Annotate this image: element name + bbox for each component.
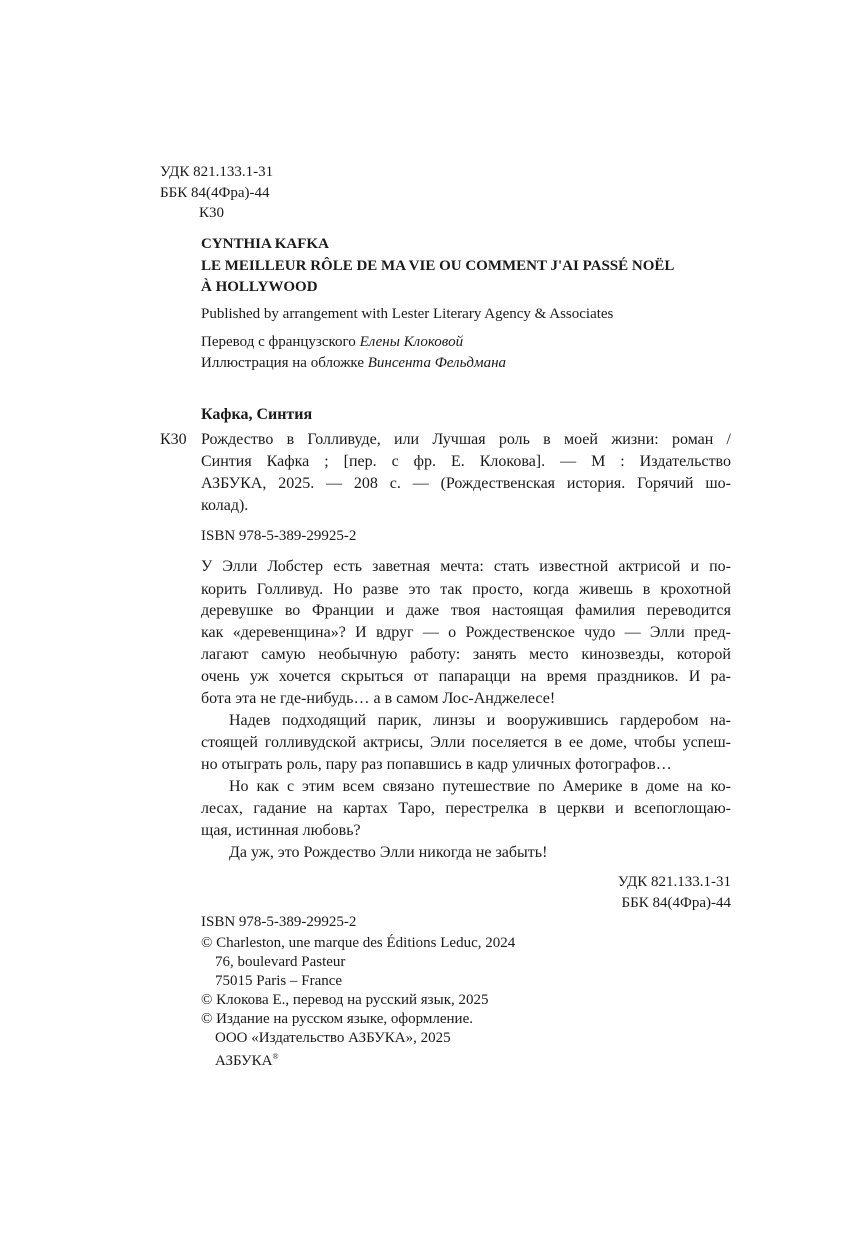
- bbk-code: ББК 84(4Фра)-44: [160, 185, 270, 201]
- illustration-label: Иллюстрация на обложке: [201, 355, 368, 371]
- copyright-line: [215, 1047, 279, 1071]
- copyright-line: © Charleston, une marque des Éditions Leduc, 2024: [201, 935, 516, 951]
- bottom-udk-code: УДК 821.133.1-31: [617, 874, 731, 890]
- annotation-line: У Элли Лобстер есть заветная мечта: стать известной актрисой и по-: [201, 558, 731, 575]
- bottom-bbk-code: ББК 84(4Фра)-44: [621, 895, 731, 911]
- translation-label: Перевод с французского: [201, 334, 360, 350]
- annotation-line: очень уж хочется скрыться от папарацци на время праздников. И ра-: [201, 668, 731, 685]
- annotation-line: Да уж, это Рождество Элли никогда не забыть!: [229, 844, 548, 861]
- catalog-line: АЗБУКА, 2025. — 208 с. — (Рождественская история. Горячий шо-: [201, 475, 731, 492]
- catalog-line: Синтия Кафка ; [пер. с фр. Е. Клокова]. — М : Издательство: [201, 453, 731, 470]
- translator-name: Елены Клоковой: [359, 334, 464, 350]
- catalog-heading: Кафка, Синтия: [201, 406, 313, 423]
- publisher-mark: АЗБУКА: [215, 1053, 273, 1069]
- annotation-line: корить Голливуд. Но разве это так просто, когда живешь в крохотной: [201, 581, 731, 598]
- annotation-line: Но как с этим всем связано путешествие по Америке в доме на ко-: [229, 778, 731, 795]
- illustrator-name: Винсента Фельдмана: [367, 355, 507, 371]
- catalog-line: Рождество в Голливуде, или Лучшая роль в моей жизни: роман /: [201, 431, 731, 448]
- copyright-line: 76, boulevard Pasteur: [215, 954, 346, 970]
- copyright-line: 75015 Paris – France: [215, 973, 343, 989]
- author-sign: К30: [199, 205, 225, 221]
- annotation-line: стоящей голливудской актрисы, Элли поселяется в ее доме, чтобы успеш-: [201, 734, 731, 751]
- original-title-line-2: À HOLLYWOOD: [201, 279, 318, 295]
- catalog-line: колад).: [201, 497, 249, 514]
- original-author: CYNTHIA KAFKA: [201, 236, 329, 252]
- annotation-line: но отыграть роль, пару раз попавшись в кадр уличных фотографов…: [201, 756, 672, 773]
- annotation-line: щая, истинная любовь?: [201, 822, 361, 839]
- annotation-line: деревушке во Франции и даже твоя настоящая фамилия переводится: [201, 602, 731, 619]
- annotation-line: лагают самую необычную работу: занять место кинозвезды, которой: [201, 646, 731, 663]
- catalog-sign: К30: [160, 431, 187, 448]
- published-note: Published by arrangement with Lester Literary Agency & Associates: [201, 306, 614, 322]
- original-title-line-1: LE MEILLEUR RÔLE DE MA VIE OU COMMENT J'AI PASSÉ NOËL: [201, 258, 675, 274]
- udk-code: УДК 821.133.1-31: [160, 164, 274, 180]
- catalog-isbn: ISBN 978-5-389-29925-2: [201, 528, 357, 544]
- annotation-line: бота эта не где-нибудь… а в самом Лос-Анджелесе!: [201, 690, 556, 707]
- copyright-line: © Издание на русском языке, оформление.: [201, 1011, 473, 1027]
- annotation-line: Надев подходящий парик, линзы и вооружившись гардеробом на-: [229, 712, 731, 729]
- copyright-line: © Клокова Е., перевод на русский язык, 2025: [201, 992, 489, 1008]
- annotation-line: лесах, гадание на картах Таро, перестрелка в церкви и всепоглощаю-: [201, 800, 731, 817]
- translation-credit: [201, 332, 463, 352]
- trademark-symbol: ®: [272, 1052, 279, 1061]
- annotation-line: как «деревенщина»? И вдруг — о Рождественское чудо — Элли пред-: [201, 624, 731, 641]
- illustration-credit: [201, 353, 506, 373]
- copyright-isbn: ISBN 978-5-389-29925-2: [201, 914, 357, 930]
- copyright-line: ООО «Издательство АЗБУКА», 2025: [215, 1030, 451, 1046]
